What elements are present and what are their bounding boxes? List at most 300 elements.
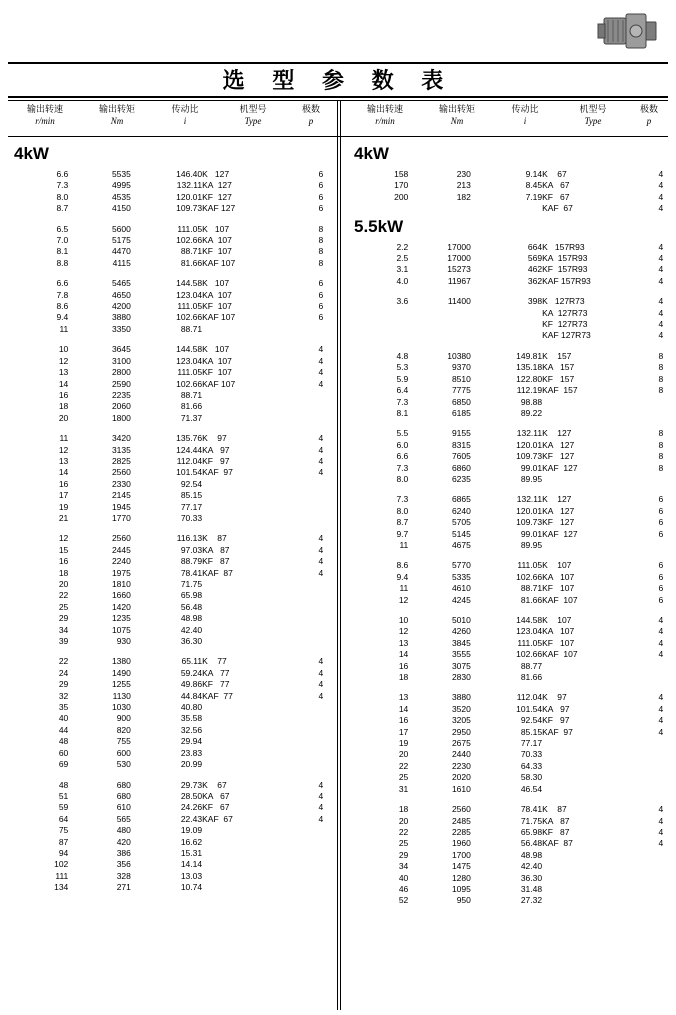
cell-0: 102 <box>54 859 69 870</box>
cell-4 <box>306 502 336 513</box>
cell-0: 11 <box>59 433 69 444</box>
table-row <box>350 784 676 795</box>
cell-4: 8 <box>658 373 664 384</box>
cell-4 <box>646 895 676 906</box>
cell-0: 7.8 <box>56 289 69 300</box>
cell-0: 11 <box>59 323 69 334</box>
cell-2: 49.86 <box>180 679 203 690</box>
cell-2: 102.66 <box>516 571 543 582</box>
cell-2: 64.33 <box>520 760 543 771</box>
cell-2: 120.01 <box>516 439 543 450</box>
table-row <box>350 330 676 341</box>
cell-1: 1660 <box>111 590 131 601</box>
cell-0: 46 <box>398 883 409 894</box>
cell-1: 2800 <box>111 367 131 378</box>
table-row <box>10 702 336 713</box>
table-row <box>350 595 676 606</box>
table-row <box>10 192 336 203</box>
cell-3: K 127 <box>202 169 230 179</box>
cell-0: 32 <box>58 690 69 701</box>
cell-4 <box>306 401 336 412</box>
cell-1: 2440 <box>451 749 471 760</box>
cell-4: 4 <box>318 690 324 701</box>
cell-2: 88.71 <box>520 583 543 594</box>
cell-4 <box>306 736 336 747</box>
cell-2: 111.05 <box>177 223 203 234</box>
cell-2: 65.98 <box>520 826 543 837</box>
cell-0: 5.9 <box>396 373 409 384</box>
header-rule-bottom <box>8 136 668 137</box>
cell-2: 102.66 <box>516 649 543 660</box>
table-row <box>10 467 336 478</box>
cell-4 <box>306 702 336 713</box>
cell-2: 89.22 <box>520 407 543 418</box>
cell-1: 4150 <box>111 203 131 214</box>
cell-1: 5010 <box>451 615 471 625</box>
row-gap <box>10 647 336 656</box>
table-row <box>350 180 676 191</box>
cell-3 <box>202 413 306 424</box>
cell-0: 7.3 <box>396 396 409 407</box>
cell-4: 8 <box>658 451 664 462</box>
cell-0: 6.6 <box>396 451 409 462</box>
cell-1: 2590 <box>111 378 131 389</box>
cell-3: KAF 97 <box>202 467 233 478</box>
table-row <box>10 413 336 424</box>
table-row <box>350 873 676 884</box>
row-gap-cell <box>350 485 676 494</box>
table-row <box>10 713 336 724</box>
cell-0: 6.6 <box>56 278 69 289</box>
table-row <box>350 308 676 319</box>
cell-2: 111.05 <box>177 367 203 378</box>
table-row <box>350 362 676 373</box>
cell-2: 123.04 <box>516 626 543 637</box>
cell-2: 81.66 <box>520 672 543 683</box>
cell-2: 13.03 <box>180 870 203 881</box>
cell-4: 6 <box>318 301 324 312</box>
cell-3: KF 77 <box>202 679 230 690</box>
cell-1: 1235 <box>111 613 131 624</box>
cell-3 <box>542 772 646 783</box>
cell-2: 362 <box>527 275 543 286</box>
cell-2: 42.40 <box>180 624 203 635</box>
cell-4: 8 <box>658 362 664 373</box>
cell-2: 78.41 <box>520 804 543 815</box>
row-gap <box>350 485 676 494</box>
cell-3: KF 127 <box>542 517 575 528</box>
cell-4: 4 <box>658 637 664 648</box>
cell-2: 149.81 <box>516 350 543 361</box>
cell-3: K 67 <box>542 169 567 179</box>
row-gap <box>350 795 676 804</box>
table-row <box>350 169 676 180</box>
cell-1 <box>408 319 471 330</box>
cell-0: 5.5 <box>396 428 409 439</box>
table-row <box>350 827 676 838</box>
cell-4: 4 <box>658 296 664 307</box>
cell-4: 8 <box>318 223 324 234</box>
cell-3 <box>542 784 646 795</box>
cell-0: 12 <box>58 355 69 366</box>
cell-1: 420 <box>116 836 131 847</box>
cell-3: KAF 157R93 <box>542 275 591 286</box>
cell-0: 18 <box>58 567 69 578</box>
cell-0: 44 <box>58 724 69 735</box>
cell-2: 78.41 <box>180 567 203 578</box>
table-row <box>350 203 676 214</box>
cell-2: 81.66 <box>180 401 203 412</box>
cell-1: 1975 <box>111 567 131 578</box>
cell-4: 8 <box>658 439 664 450</box>
cell-3: K 157R93 <box>542 241 585 252</box>
table-row <box>10 456 336 467</box>
cell-4: 4 <box>318 556 324 567</box>
cell-1: 6860 <box>451 462 471 473</box>
cell-4: 6 <box>658 594 664 605</box>
row-gap <box>10 269 336 278</box>
cell-1: 2330 <box>111 478 131 489</box>
table-row <box>10 235 336 246</box>
cell-4: 6 <box>318 180 324 191</box>
power-rating-heading: 4kW <box>14 144 49 163</box>
cell-1: 3555 <box>451 649 471 660</box>
cell-0: 7.0 <box>56 235 69 246</box>
row-gap-cell <box>350 551 676 560</box>
cell-2: 16.62 <box>180 836 203 847</box>
cell-1: 5770 <box>451 560 471 571</box>
cell-2: 135.76 <box>176 433 203 444</box>
cell-4: 4 <box>318 656 324 667</box>
cell-2: 42.40 <box>520 861 543 872</box>
cell-4: 4 <box>318 444 324 455</box>
cell-1: 386 <box>116 847 131 858</box>
cell-1: 900 <box>116 713 131 724</box>
col-header-torque-left: 输出转矩 Nm <box>98 104 135 126</box>
table-row <box>10 590 336 601</box>
cell-3 <box>202 871 306 882</box>
cell-3: KAF 127R73 <box>542 330 591 341</box>
gear-motor-icon <box>596 8 662 54</box>
table-row <box>10 848 336 859</box>
cell-0 <box>350 330 408 341</box>
cell-0: 24 <box>58 667 69 678</box>
cell-1: 8315 <box>451 439 471 450</box>
cell-2: 36.30 <box>180 636 203 647</box>
cell-1: 1130 <box>112 690 131 701</box>
cell-4: 6 <box>318 278 324 289</box>
cell-2: 44.84 <box>180 690 203 701</box>
cell-3: KAF 157 <box>542 385 578 396</box>
cell-1: 6850 <box>451 396 471 407</box>
cell-0: 29 <box>398 849 409 860</box>
row-gap <box>350 606 676 615</box>
cell-0 <box>350 308 408 319</box>
cell-0: 16 <box>58 478 69 489</box>
cell-3: KA 97 <box>542 703 570 714</box>
cell-3: KF 87 <box>542 826 570 837</box>
table-row <box>350 494 676 505</box>
cell-3: KAF 67 <box>542 203 573 214</box>
table-row <box>10 490 336 501</box>
cell-3: KAF 127 <box>542 462 578 473</box>
cell-2: 32.56 <box>180 724 203 735</box>
cell-1: 213 <box>456 180 471 191</box>
table-row <box>10 814 336 825</box>
table-row <box>10 533 336 544</box>
cell-3: K 107 <box>202 344 230 355</box>
column-divider-2 <box>340 100 341 1010</box>
cell-3 <box>542 895 646 906</box>
cell-4: 4 <box>658 264 664 275</box>
cell-0: 39 <box>58 636 69 647</box>
cell-0: 8.8 <box>56 257 69 268</box>
cell-3: KAF 107 <box>202 312 236 323</box>
cell-4: 4 <box>658 726 664 737</box>
cell-2: 24.26 <box>180 802 203 813</box>
table-row <box>10 736 336 747</box>
cell-2 <box>471 330 542 341</box>
cell-2: 48.98 <box>180 613 203 624</box>
cell-3: KF 107 <box>542 637 575 648</box>
cell-1: 5535 <box>111 169 131 179</box>
row-gap-cell <box>350 287 676 296</box>
cell-4 <box>306 613 336 624</box>
table-row <box>10 636 336 647</box>
cell-4: 6 <box>658 517 664 528</box>
cell-0: 6.0 <box>396 439 409 450</box>
cell-1: 9155 <box>451 428 471 439</box>
cell-1: 930 <box>116 636 131 647</box>
cell-0: 14 <box>398 703 409 714</box>
cell-4: 6 <box>658 494 664 505</box>
cell-3: K 97 <box>542 692 567 703</box>
cell-2: 48.98 <box>520 849 543 860</box>
cell-4: 4 <box>658 203 664 214</box>
cell-2: 28.50 <box>180 790 203 801</box>
cell-4: 4 <box>658 241 664 252</box>
cell-1 <box>408 330 471 341</box>
cell-3: K 157 <box>542 350 572 361</box>
cell-3 <box>202 625 306 636</box>
cell-0: 7.3 <box>56 180 69 191</box>
cell-2: 664 <box>527 241 543 252</box>
cell-4 <box>306 837 336 848</box>
cell-3 <box>202 882 306 893</box>
cell-0: 18 <box>398 804 409 815</box>
cell-1: 1420 <box>111 601 131 612</box>
cell-0: 25 <box>398 838 409 849</box>
cell-3: K 107 <box>202 223 230 234</box>
cell-2: 122.80 <box>516 373 543 384</box>
cell-1: 480 <box>116 825 131 836</box>
cell-2: 92.54 <box>180 478 203 489</box>
cell-4 <box>306 713 336 724</box>
cell-0: 9.7 <box>396 528 409 539</box>
cell-4: 6 <box>658 505 664 516</box>
cell-2: 109.73 <box>516 451 543 462</box>
table-row <box>10 825 336 836</box>
cell-1: 230 <box>456 169 471 179</box>
cell-4 <box>306 413 336 424</box>
table-row <box>350 661 676 672</box>
table-row <box>350 649 676 660</box>
cell-3 <box>202 324 306 335</box>
cell-2: 111.05 <box>177 301 203 312</box>
cell-2: 77.17 <box>180 501 203 512</box>
cell-0: 17 <box>58 490 69 501</box>
cell-1: 1700 <box>451 849 471 860</box>
col-header-poles-left: 极数 p <box>301 104 320 126</box>
title-rule-bottom <box>8 96 668 98</box>
table-row <box>350 517 676 528</box>
cell-3: KA 87 <box>202 544 230 555</box>
cell-4: 4 <box>318 344 324 355</box>
cell-3: KAF 87 <box>542 838 573 849</box>
cell-3 <box>202 636 306 647</box>
cell-3: KAF 67 <box>202 813 233 824</box>
table-row <box>350 727 676 738</box>
cell-2: 112.19 <box>516 385 543 396</box>
cell-1: 2285 <box>451 826 471 837</box>
cell-1: 1810 <box>111 579 131 589</box>
cell-2: 88.77 <box>520 660 543 671</box>
cell-0: 5.3 <box>396 362 409 373</box>
cell-0: 19 <box>398 738 409 749</box>
cell-1: 4535 <box>111 191 131 202</box>
cell-0: 6.6 <box>56 169 69 179</box>
row-gap <box>350 683 676 692</box>
cell-0: 13 <box>398 692 409 703</box>
cell-3: KF 107 <box>202 367 232 378</box>
table-row <box>10 791 336 802</box>
cell-1: 11400 <box>447 296 471 307</box>
table-row <box>350 715 676 726</box>
cell-3: K 127 <box>542 494 572 505</box>
cell-4: 4 <box>318 679 324 690</box>
cell-4 <box>646 772 676 783</box>
cell-2: 77.17 <box>520 738 543 749</box>
cell-3 <box>202 859 306 870</box>
table-row <box>350 850 676 861</box>
cell-4 <box>646 873 676 884</box>
table-row <box>350 749 676 760</box>
header-rule-top <box>8 100 668 101</box>
cell-2: 59.24 <box>180 667 203 678</box>
cell-0: 8.1 <box>56 246 69 257</box>
cell-2: 70.33 <box>520 749 543 760</box>
cell-2: 144.58 <box>176 278 203 289</box>
cell-4 <box>646 540 676 551</box>
cell-4: 4 <box>658 180 664 191</box>
cell-2: 56.48 <box>520 838 543 849</box>
cell-1: 5175 <box>111 235 131 246</box>
cell-3 <box>202 837 306 848</box>
cell-3 <box>202 702 306 713</box>
cell-0: 9.4 <box>56 312 69 323</box>
cell-1: 6185 <box>451 407 471 418</box>
cell-1: 2230 <box>451 760 471 771</box>
cell-3: KF 67 <box>202 802 230 813</box>
cell-2: 98.88 <box>520 396 543 407</box>
cell-3 <box>542 474 646 485</box>
page-title: 选 型 参 数 表 <box>222 69 454 94</box>
row-gap-cell <box>350 419 676 428</box>
cell-1: 2445 <box>111 544 131 555</box>
cell-4 <box>306 859 336 870</box>
cell-3 <box>202 479 306 490</box>
cell-2 <box>471 203 542 214</box>
table-row <box>350 816 676 827</box>
cell-4: 4 <box>658 826 664 837</box>
cell-0 <box>350 203 408 214</box>
cell-1: 3420 <box>111 433 131 444</box>
cell-1: 5600 <box>111 223 131 234</box>
cell-1: 1490 <box>111 667 131 678</box>
cell-0: 69 <box>58 759 69 770</box>
cell-0: 25 <box>58 601 69 612</box>
cell-0: 12 <box>58 533 69 544</box>
cell-4 <box>646 661 676 672</box>
table-row <box>10 602 336 613</box>
cell-3: K 107 <box>542 615 572 625</box>
cell-2: 132.11 <box>176 180 203 191</box>
table-row <box>10 312 336 323</box>
cell-0: 8.7 <box>396 517 409 528</box>
row-gap-cell <box>10 215 336 224</box>
cell-2: 29.94 <box>180 736 203 747</box>
cell-4: 4 <box>658 275 664 286</box>
table-row <box>10 802 336 813</box>
table-row <box>10 278 336 289</box>
cell-2: 71.75 <box>520 815 543 826</box>
table-row <box>350 397 676 408</box>
table-row <box>10 324 336 335</box>
table-row <box>10 882 336 893</box>
cell-3: KA 127 <box>542 439 575 450</box>
table-row <box>350 408 676 419</box>
cell-1: 3645 <box>111 344 131 355</box>
table-row <box>10 556 336 567</box>
table-row <box>10 169 336 180</box>
cell-2: 23.83 <box>180 747 203 758</box>
cell-0: 8.0 <box>396 473 409 484</box>
table-row <box>350 428 676 439</box>
table-row <box>350 738 676 749</box>
cell-0: 18 <box>398 672 409 683</box>
cell-2: 124.44 <box>176 444 203 455</box>
cell-2: 81.66 <box>180 257 203 268</box>
cell-2: 112.04 <box>176 455 203 466</box>
cell-2: 85.15 <box>520 726 543 737</box>
table-row <box>10 433 336 444</box>
cell-4 <box>646 884 676 895</box>
cell-1: 2145 <box>111 490 131 501</box>
cell-0: 25 <box>398 772 409 783</box>
table-row <box>350 804 676 815</box>
row-gap <box>350 551 676 560</box>
cell-2: 71.75 <box>180 579 203 589</box>
row-gap <box>10 215 336 224</box>
cell-4: 4 <box>658 815 664 826</box>
table-row <box>10 871 336 882</box>
cell-4: 8 <box>658 462 664 473</box>
cell-4 <box>646 738 676 749</box>
cell-4: 4 <box>658 715 664 726</box>
cell-1: 5145 <box>451 528 471 539</box>
cell-3 <box>542 873 646 884</box>
cell-3: K 107 <box>542 560 572 571</box>
